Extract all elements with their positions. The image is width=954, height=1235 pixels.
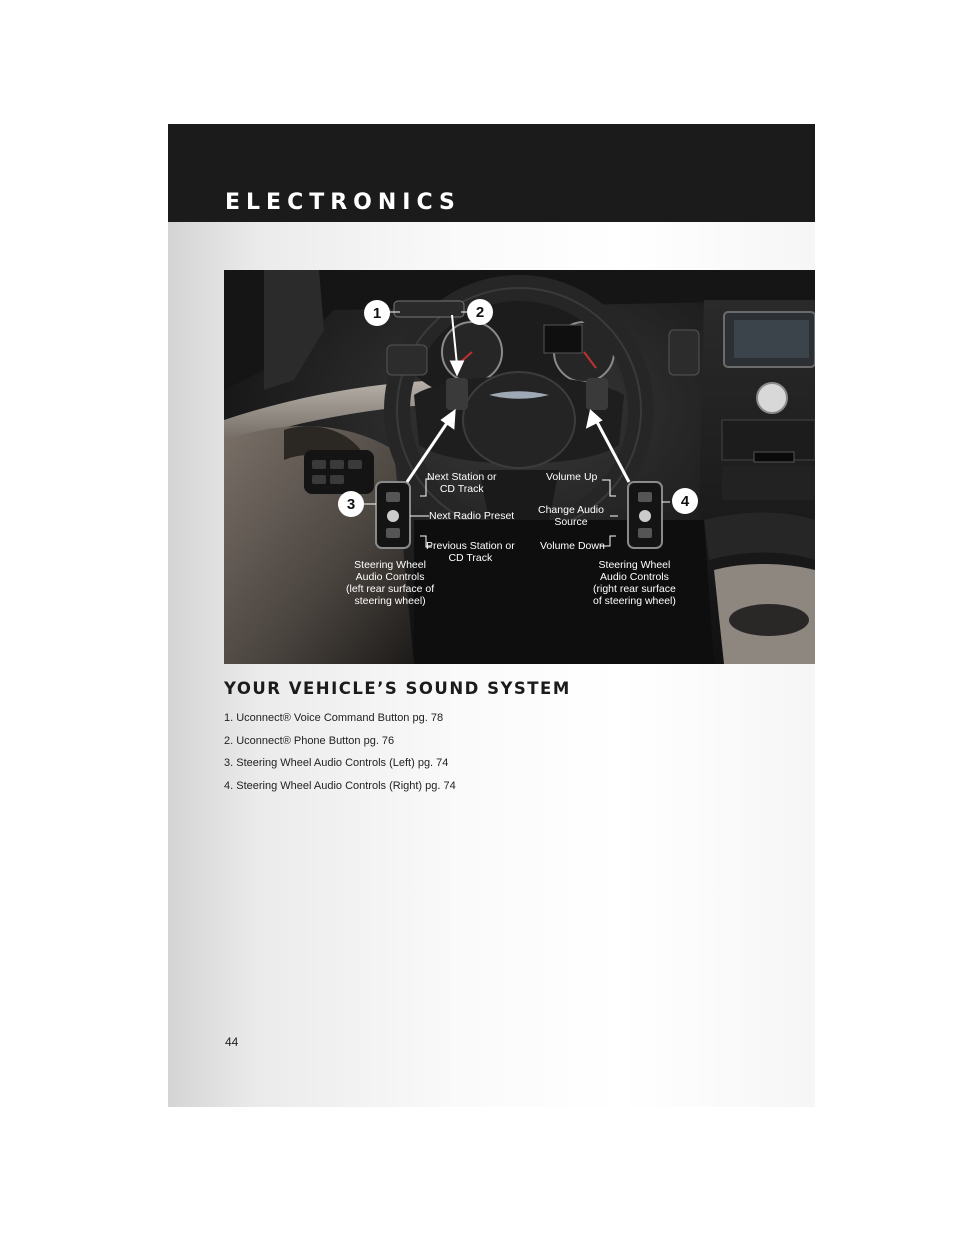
section-title: YOUR VEHICLE’S SOUND SYSTEM bbox=[224, 679, 571, 698]
label-volume-down: Volume Down bbox=[540, 540, 605, 552]
page-number: 44 bbox=[225, 1035, 239, 1049]
dashboard-illustration bbox=[224, 270, 815, 664]
list-item: 2. Uconnect® Phone Button pg. 76 bbox=[224, 734, 395, 747]
list-item: 3. Steering Wheel Audio Controls (Left) pg. 74 bbox=[224, 757, 449, 769]
label-previous-station: Previous Station or CD Track bbox=[426, 540, 515, 564]
callout-1: 1 bbox=[364, 300, 390, 326]
list-item: 1. Uconnect® Voice Command Button pg. 78 bbox=[224, 712, 444, 724]
label-volume-up: Volume Up bbox=[546, 471, 598, 483]
section-header-title: ELECTRONICS bbox=[225, 190, 461, 215]
label-left-audio-controls: Steering Wheel Audio Controls (left rear surface of steering wheel) bbox=[346, 559, 435, 607]
sound-system-list bbox=[224, 710, 456, 800]
list-item: 4. Steering Wheel Audio Controls (Right) pg. 74 bbox=[224, 779, 456, 792]
label-right-audio-controls: Steering Wheel Audio Controls (right rear surface of steering wheel) bbox=[593, 559, 676, 607]
label-change-audio-source: Change Audio Source bbox=[538, 504, 604, 528]
label-next-station: Next Station or CD Track bbox=[427, 471, 497, 495]
callout-2: 2 bbox=[467, 299, 493, 325]
callout-3: 3 bbox=[338, 491, 364, 517]
section-header-bar bbox=[168, 124, 815, 222]
dashboard-photo bbox=[224, 270, 815, 664]
manual-page bbox=[168, 124, 815, 1107]
label-next-radio-preset: Next Radio Preset bbox=[429, 510, 515, 522]
callout-4: 4 bbox=[672, 488, 698, 514]
